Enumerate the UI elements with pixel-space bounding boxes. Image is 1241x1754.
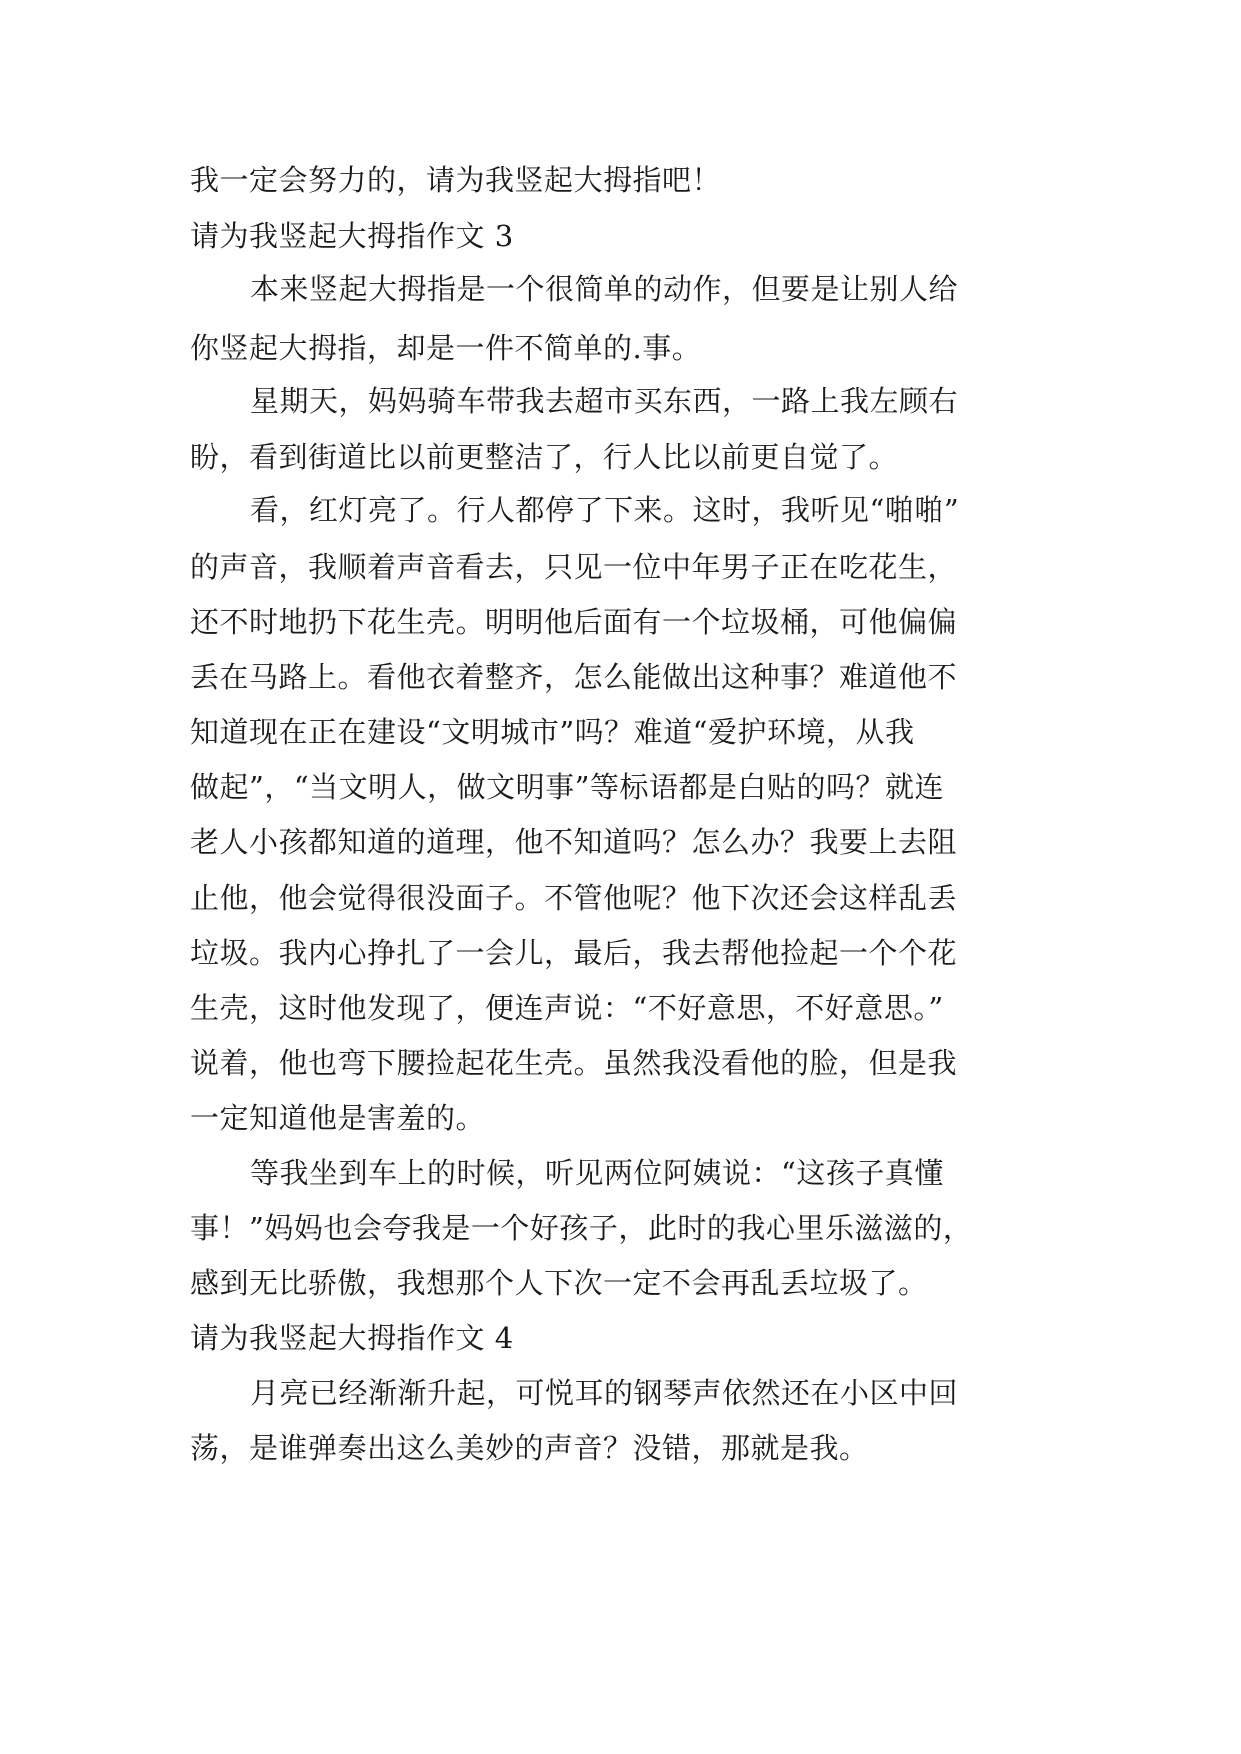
text-line: 生壳，这时他发现了，便连声说：“不好意思，不好意思。” [190, 991, 944, 1025]
section-heading: 请为我竖起大拇指作文 4 [190, 1321, 514, 1355]
text-line: 的声音，我顺着声音看去，只见一位中年男子正在吃花生， [190, 550, 958, 584]
text-line: 星期天，妈妈骑车带我去超市买东西，一路上我左顾右 [250, 384, 959, 418]
text-line: 垃圾。我内心挣扎了一会儿，最后，我去帮他捡起一个个花 [190, 936, 958, 970]
text-line: 还不时地扔下花生壳。明明他后面有一个垃圾桶，可他偏偏 [190, 605, 958, 639]
text-line: 知道现在正在建设“文明城市”吗？难道“爱护环境，从我 [190, 715, 915, 749]
text-line: 感到无比骄傲，我想那个人下次一定不会再乱丢垃圾了。 [190, 1266, 928, 1300]
text-line: 看，红灯亮了。行人都停了下来。这时，我听见“啪啪” [250, 493, 960, 527]
section-heading: 请为我竖起大拇指作文 3 [190, 219, 514, 253]
text-line: 做起”，“当文明人，做文明事”等标语都是白贴的吗？就连 [190, 770, 944, 804]
text-line: 一定知道他是害羞的。 [190, 1101, 486, 1135]
text-line: 等我坐到车上的时候，听见两位阿姨说：“这孩子真懂 [250, 1156, 944, 1190]
text-line: 荡，是谁弹奏出这么美妙的声音？没错，那就是我。 [190, 1431, 869, 1465]
text-line: 说着，他也弯下腰捡起花生壳。虽然我没看他的脸，但是我 [190, 1046, 958, 1080]
text-line: 我一定会努力的，请为我竖起大拇指吧！ [190, 163, 722, 197]
text-line: 盼，看到街道比以前更整洁了，行人比以前更自觉了。 [190, 440, 899, 474]
text-line: 老人小孩都知道的道理，他不知道吗？怎么办？我要上去阻 [190, 825, 958, 859]
text-line: 本来竖起大拇指是一个很简单的动作，但要是让别人给 [250, 272, 959, 306]
text-line: 丢在马路上。看他衣着整齐，怎么能做出这种事？难道他不 [190, 660, 958, 694]
text-line: 事！”妈妈也会夸我是一个好孩子，此时的我心里乐滋滋的， [190, 1211, 973, 1245]
text-line: 你竖起大拇指，却是一件不简单的.事。 [190, 331, 702, 365]
text-line: 月亮已经渐渐升起，可悦耳的钢琴声依然还在小区中回 [250, 1376, 959, 1410]
text-line: 止他，他会觉得很没面子。不管他呢？他下次还会这样乱丢 [190, 881, 958, 915]
